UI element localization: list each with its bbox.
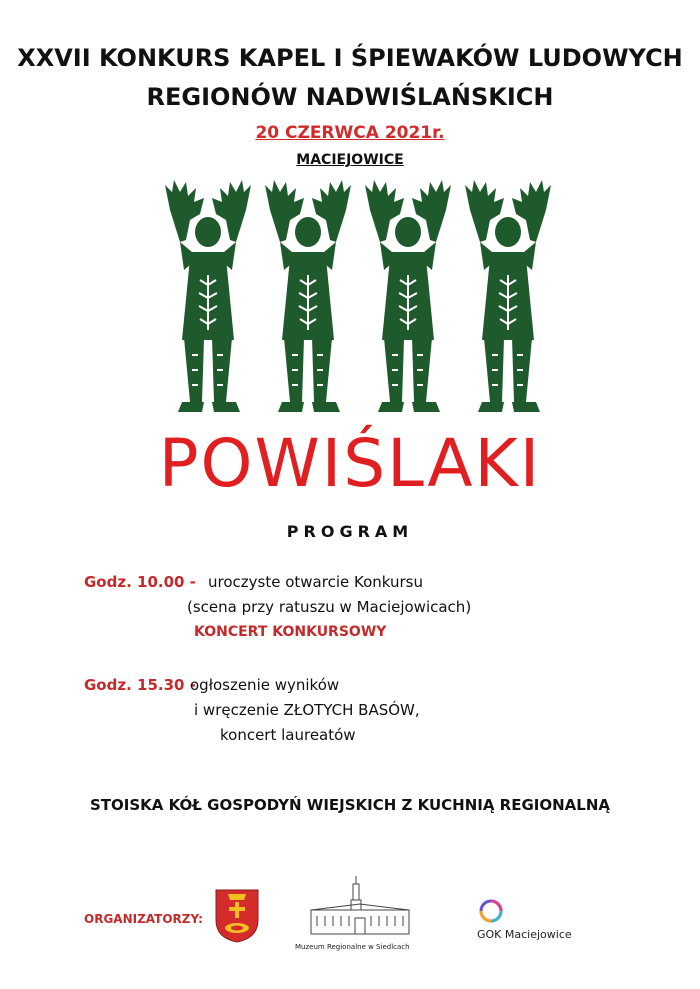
folk-figures-logo — [160, 180, 555, 420]
program-item-1-line-3: KONCERT KONKURSOWY — [194, 624, 387, 640]
program-item-1-line-1: uroczyste otwarcie Konkursu — [208, 573, 423, 591]
program-item-2-line-1: ogłoszenie wyników — [190, 676, 340, 694]
powislaki-wordmark: POWIŚLAKI — [158, 425, 542, 502]
program-heading: PROGRAM — [286, 522, 414, 541]
event-place: MACIEJOWICE — [296, 152, 404, 168]
stoiska-note: STOISKA KÓŁ GOSPODYŃ WIEJSKICH Z KUCHNIĄ REGIONALNĄ — [89, 796, 611, 814]
museum-building-icon — [305, 874, 415, 940]
gok-caption: GOK Maciejowice — [477, 928, 572, 941]
organizers-label: ORGANIZATORZY: — [84, 912, 203, 926]
program-time-2: Godz. 15.30 - — [84, 676, 196, 694]
event-date: 20 CZERWCA 2021r. — [255, 123, 445, 143]
gok-ring-icon — [478, 898, 504, 924]
program-item-2-line-2: i wręczenie ZŁOTYCH BASÓW, — [194, 701, 420, 719]
title-line-1: XXVII KONKURS KAPEL I ŚPIEWAKÓW LUDOWYCH — [17, 44, 683, 72]
coat-of-arms-icon — [214, 888, 260, 944]
program-time-1: Godz. 10.00 - — [84, 573, 196, 591]
museum-caption: Muzeum Regionalne w Siedlcach — [295, 943, 410, 951]
program-item-2-line-3: koncert laureatów — [220, 726, 356, 744]
program-item-1-line-2: (scena przy ratuszu w Maciejowicach) — [187, 598, 472, 616]
title-line-2: REGIONÓW NADWIŚLAŃSKICH — [146, 83, 554, 111]
